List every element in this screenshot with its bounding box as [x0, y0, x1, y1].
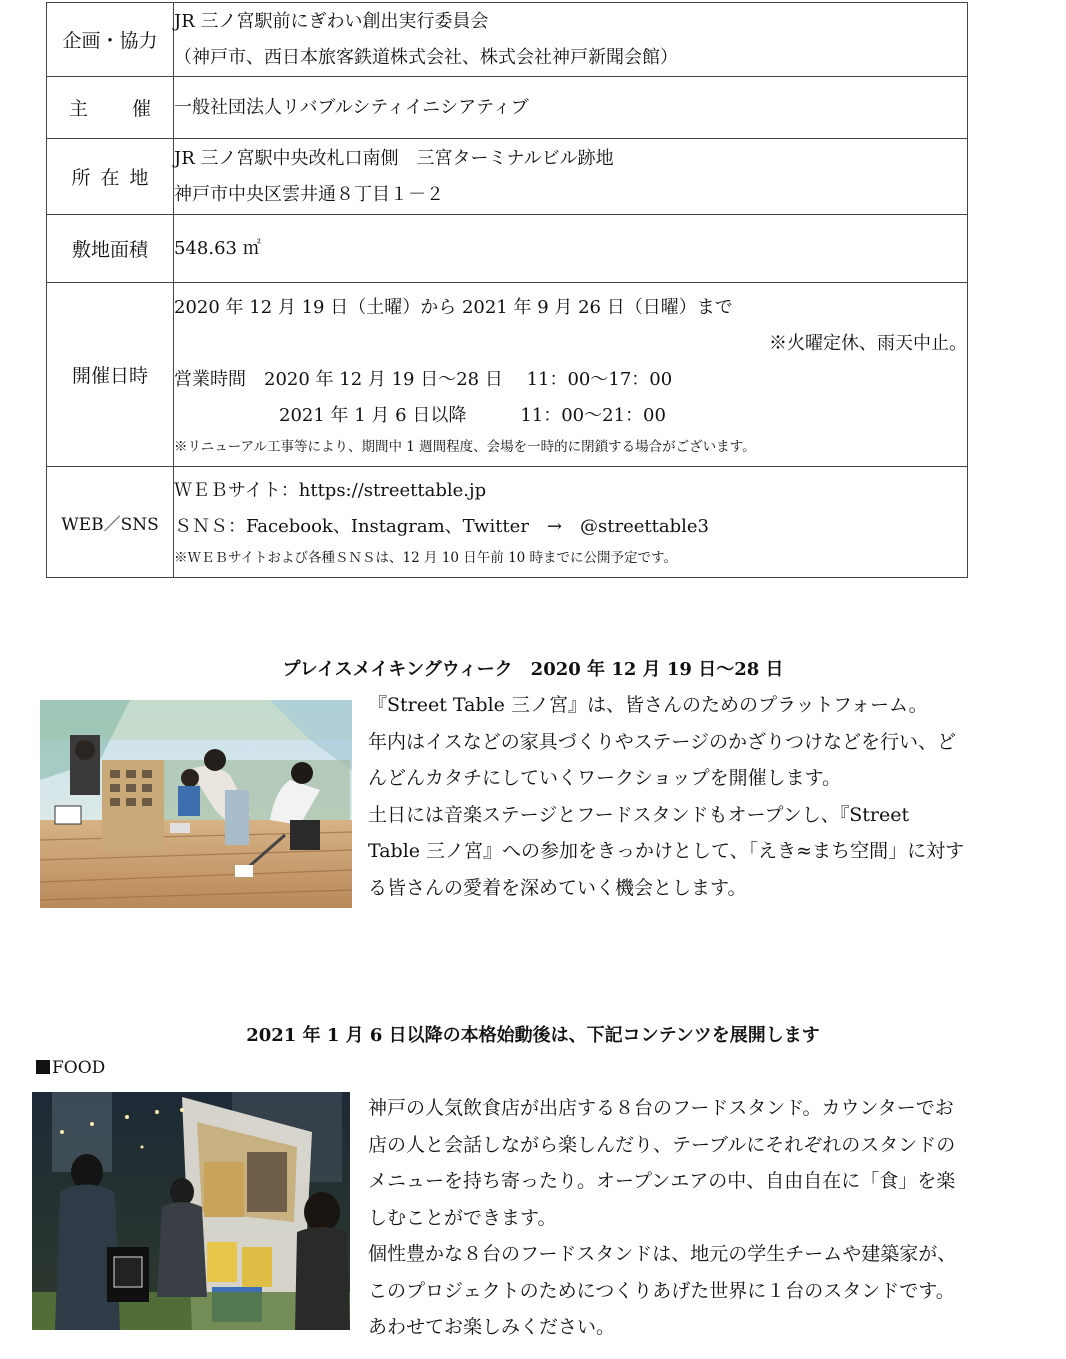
website-link[interactable]: ＷＥＢサイト：https://streettable.jp	[174, 480, 487, 501]
table-row	[47, 283, 968, 467]
table-row	[47, 77, 968, 139]
row-label-planning: 企画・協力	[47, 3, 174, 77]
row-value-planning: JR 三ノ宮駅前にぎわい創出実行委員会 （神戸市、西日本旅客鉄道株式会社、株式会社神戸新聞会館）	[174, 3, 968, 77]
row-value-location: JR 三ノ宮駅中央改札口南側 三宮ターミナルビル跡地 神戸市中央区雲井通８丁目１－２	[174, 139, 968, 215]
food-stand-photo	[32, 1092, 350, 1330]
row-value-area: 548.63 ㎡	[174, 215, 968, 283]
food-heading: FOOD	[36, 1058, 105, 1078]
food-text: 神戸の人気飲食店が出店する８台のフードスタンド。カウンターでお 店の人と会話しながら楽しんだり、テーブルにそれぞれのスタンドの メニューを持ち寄ったり。オープンエアの中、自由自在に「食」を楽 しむことができます。 個性豊かな８台のフードスタンドは、地元の学生チームや建築家が、 このプロジェクトのためにつくりあげた世界に１台のスタンドです。 あわせてお楽しみください。	[368, 1097, 957, 1338]
sns-info: ＳＮＳ：Facebook、Instagram、Twitter → @streettable3	[174, 516, 709, 537]
row-label-dates: 開催日時	[47, 283, 174, 467]
row-label-organizer: 主催	[47, 77, 174, 139]
row-label-location: 所在地	[47, 139, 174, 215]
row-value-dates: 2020 年 12 月 19 日（土曜）から 2021 年 9 月 26 日（日曜）まで ※火曜定休、雨天中止。 営業時間 2020 年 12 月 19 日～28 日 11：00～17：00 2021 年 1 月 6 日以降 11：00～21：00 ※リニューアル工事等により、期間中 1 週間程度、会場を一時的に閉鎖する場合がございます。	[174, 283, 968, 467]
table-row	[47, 467, 968, 578]
row-value-web-sns: ＷＥＢサイト：https://streettable.jp ＳＮＳ：Facebook、Instagram、Twitter → @streettable3 ※ＷＥＢサイトおよび各種ＳＮＳは、12 月 10 日午前 10 時までに公開予定です。	[174, 467, 968, 578]
contents-title: 2021 年 1 月 6 日以降の本格始動後は、下記コンテンツを展開します	[246, 1025, 820, 1046]
square-bullet-icon	[36, 1060, 50, 1074]
event-info-table	[46, 2, 968, 578]
row-label-area: 敷地面積	[47, 215, 174, 283]
table-row	[47, 215, 968, 283]
table-row	[47, 139, 968, 215]
placemaking-text: 『Street Table 三ノ宮』は、皆さんのためのプラットフォーム。 年内はイスなどの家具づくりやステージのかざりつけなどを行い、ど んどんカタチにしていくワークショップを開催します。 土日には音楽ステージとフードスタンドもオープンし、『Street Table 三ノ宮』への参加をきっかけとして、「えき≈まち空間」に対す る皆さんの愛着を深めていく機会とします。	[368, 694, 965, 899]
placemaking-title: プレイスメイキングウィーク 2020 年 12 月 19 日～28 日	[282, 659, 784, 680]
row-label-web-sns: WEB／SNS	[47, 467, 174, 578]
workshop-photo	[40, 700, 352, 908]
table-row	[47, 3, 968, 77]
row-value-organizer: 一般社団法人リバブルシティイニシアティブ	[174, 77, 968, 139]
